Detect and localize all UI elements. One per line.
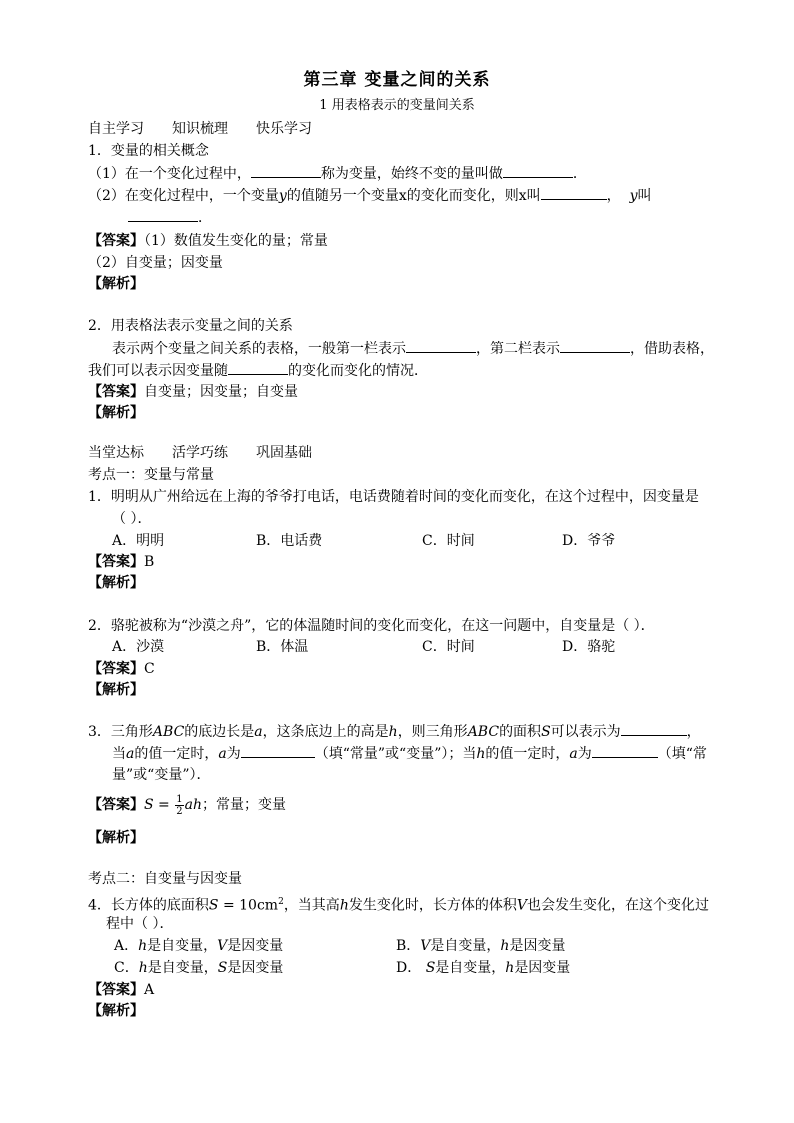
p4-option-c [114,958,283,978]
text: 是因变量 [509,938,566,954]
fraction-denominator: 2 [176,805,183,817]
text: 是因变量 [514,960,571,976]
text: ，借助表格， [630,341,714,357]
var-s: S [541,724,551,740]
text: C． [114,960,139,976]
heading-part: 快乐学习 [256,121,312,137]
p1-option-d: D．爷爷 [562,533,616,549]
heading-part: 自主学习 [88,121,144,137]
var-h: h [138,960,148,976]
p4-analysis: 【解析】 [88,1003,144,1019]
answer-label: 【答案】 [88,661,144,677]
fill-blank [560,338,630,353]
fill-blank [406,338,476,353]
var-a: a [569,746,578,762]
var-v: V [217,938,228,954]
p4-answer [88,980,154,1000]
var-h: h [388,724,398,740]
fill-blank [541,185,607,200]
var-h: h [339,897,349,914]
answer-text: B [144,554,155,570]
var-x: x [518,188,527,204]
var-v: V [516,897,527,914]
p3-answer [88,793,286,817]
var-abc: ABC [152,724,185,740]
var-s: S [144,797,154,813]
text: 也会发生变化，在这个变化过 [526,897,709,914]
text: 是自变量， [430,938,501,954]
p3-line3: 量”或“变量”）． [112,767,211,783]
q1-analysis: 【解析】 [88,276,144,292]
answer-label: 【答案】 [88,554,144,570]
fill-blank [128,207,198,222]
answer-text: C [144,661,155,677]
topic-1: 考点一：变量与常量 [88,467,214,483]
p2-option-d: D．骆驼 [562,639,616,655]
var-a: a [254,724,263,740]
p2-analysis: 【解析】 [88,682,144,698]
q1-answer-2: （2）自变量；因变量 [88,255,223,271]
q1-answer [88,231,328,251]
p1-line2: （ ）． [112,511,152,527]
text: 的变化而变化的情况． [288,363,428,379]
text: = 10cm [218,897,279,914]
fill-blank [251,163,321,178]
topic-2: 考点二：自变量与因变量 [88,871,242,887]
fill-blank [241,743,315,758]
var-h: h [500,938,510,954]
text: 叫 [637,188,652,204]
text: 是因变量 [227,938,284,954]
q2-title: 2．用表格法表示变量之间的关系 [88,318,293,334]
answer-label: 【答案】 [88,797,144,813]
p2-option-b: B．体温 [256,639,309,655]
text: （1）在一个变化过程中， [88,166,251,182]
p4-line1 [88,892,709,916]
var-a: a [218,746,227,762]
text: 可以表示为 [550,724,621,740]
p4-option-b [396,936,565,956]
heading-part: 巩固基础 [256,445,312,461]
text: （2）在变化过程中，一个变量 [88,188,279,204]
p3-line1 [88,721,701,742]
text: 叫 [526,188,541,204]
text: 称为变量，始终不变的量叫做 [320,166,503,182]
fraction-numerator: 1 [176,793,183,805]
heading-part: 活学巧练 [172,445,228,461]
text: （填“常 [657,746,707,762]
var-s: S [217,960,228,976]
p2-line1: 2．骆驼被称为“沙漠之舟”，它的体温随时间的变化而变化，在这一问题中，自变量是（ ）． [88,618,655,634]
text: B． [396,938,421,954]
q2-answer [88,382,298,402]
answer-text: ；常量；变量 [201,797,286,813]
answer-text: （1）数值发生变化的量；常量 [144,233,328,249]
p1-option-b: B．电话费 [256,533,323,549]
text: 为 [226,746,241,762]
text: ，则三角形 [397,724,468,740]
var-y: y [629,188,638,204]
answer-label: 【答案】 [88,384,144,400]
p2-option-a: A．沙漠 [112,639,165,655]
q1-line3 [128,207,212,228]
p1-option-a: A．明明 [112,533,165,549]
text: （填“常量”或“变量”）；当 [314,746,477,762]
text: 4．长方体的底面积 [88,897,209,914]
fill-blank [592,743,658,758]
q1-title: 1．变量的相关概念 [88,143,209,159]
section-heading-1 [88,119,312,139]
p2-answer [88,659,155,679]
text: 的值随另一个变量 [286,188,399,204]
answer-label: 【答案】 [88,233,144,249]
text: ． [198,210,212,226]
superscript: 2 [278,897,284,907]
var-h: h [138,938,148,954]
text: ， [686,724,701,740]
text: 的面积 [499,724,542,740]
text: 表示两个变量之间关系的表格，一般第一栏表示 [112,341,406,357]
p1-answer [88,552,154,572]
var-h: h [476,746,486,762]
var-a: a [126,746,135,762]
p3-analysis: 【解析】 [88,830,144,846]
answer-text: A [144,982,155,998]
heading-part: 当堂达标 [88,445,144,461]
text: ， [606,188,621,204]
equals: = [153,797,175,813]
section-subtitle: 1 用表格表示的变量间关系 [319,98,475,113]
text: 的值一定时， [485,746,570,762]
text: 是自变量， [147,938,218,954]
q2-line2 [88,360,428,381]
var-abc: ABC [467,724,500,740]
p1-option-c: C．时间 [422,533,475,549]
text: 的变化而变化，则 [406,188,519,204]
p1-line1: 1．明明从广州给远在上海的爷爷打电话，电话费随着时间的变化而变化，在这个过程中，因变量是 [88,489,699,505]
p2-option-c: C．时间 [422,639,475,655]
text: 的值一定时， [134,746,219,762]
text: ，当其高 [283,897,340,914]
var-v: V [420,938,431,954]
text: ． [572,166,587,182]
p4-option-a [114,936,283,956]
fill-blank [621,721,687,736]
text: 是自变量， [435,960,506,976]
var-ah: ah [184,797,202,813]
var-s: S [208,897,219,914]
p4-line2: 程中（ ）． [106,916,174,932]
text: 的底边长是 [184,724,255,740]
text: A． [114,938,139,954]
chapter-title: 第三章 变量之间的关系 [303,70,491,90]
text: 发生变化时，长方体的体积 [348,897,517,914]
p1-analysis: 【解析】 [88,575,144,591]
text: 当 [112,746,126,762]
text: 是因变量 [227,960,284,976]
var-s: S [425,960,436,976]
var-y: y [278,188,287,204]
q2-line1 [112,338,714,359]
answer-label: 【答案】 [88,982,144,998]
q1-line2 [88,185,651,206]
var-x: x [398,188,407,204]
text: 是自变量， [147,960,218,976]
text: ，这条底边上的高是 [262,724,389,740]
q2-analysis: 【解析】 [88,405,144,421]
answer-text: 自变量；因变量；自变量 [144,384,298,400]
fill-blank [228,360,288,375]
fill-blank [503,163,573,178]
p3-line2 [112,743,707,764]
p4-option-d [396,958,570,978]
var-h: h [505,960,515,976]
section-heading-2 [88,443,312,463]
fraction-one-half [175,794,183,817]
text: ，第二栏表示 [476,341,560,357]
text: 3．三角形 [88,724,153,740]
text: 我们可以表示因变量随 [88,363,228,379]
text: D． [396,960,426,976]
text: 为 [577,746,592,762]
heading-part: 知识梳理 [172,121,228,137]
q1-line1 [88,163,587,184]
